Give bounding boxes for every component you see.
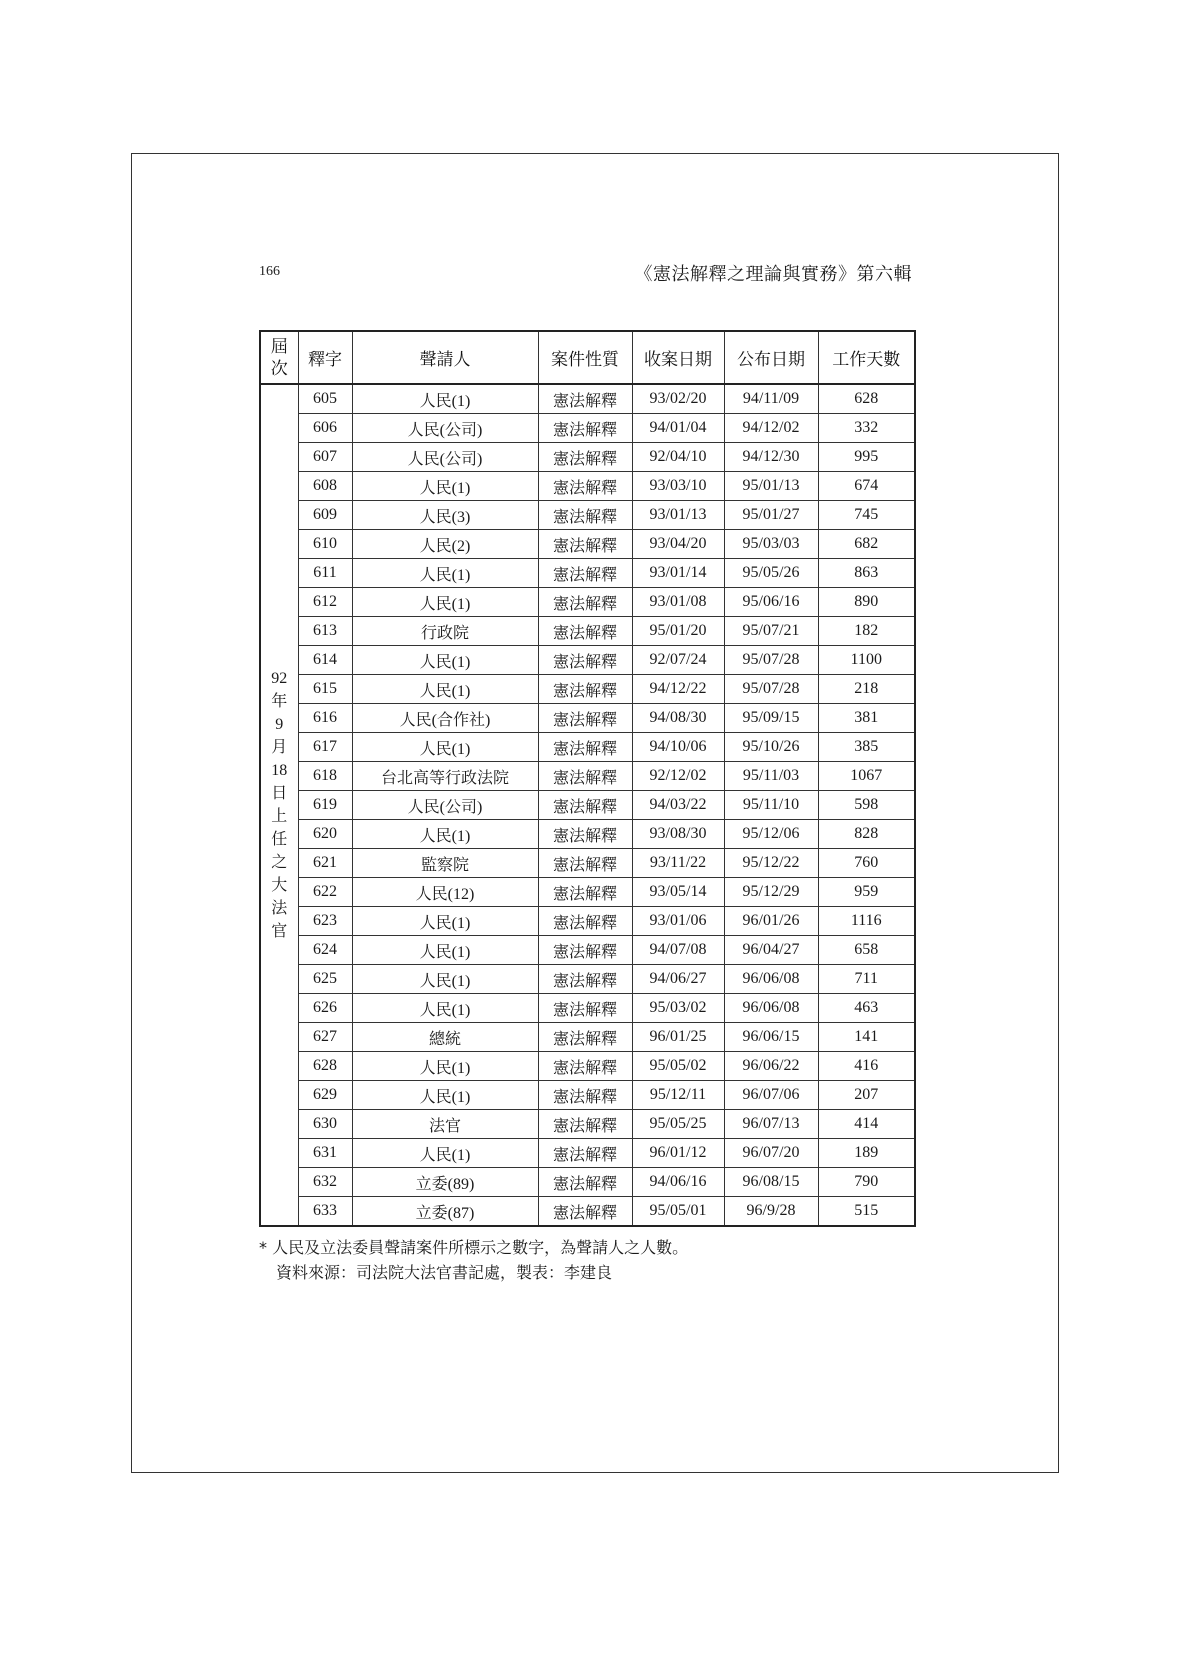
cell-working-days: 385 (818, 733, 915, 762)
cell-received-date: 95/01/20 (632, 617, 724, 646)
cell-received-date: 94/06/27 (632, 965, 724, 994)
cell-petitioner: 行政院 (352, 617, 538, 646)
cell-interpretation-no: 607 (298, 443, 352, 472)
footnote-source: 資料來源：司法院大法官書記處，製表：李建良 (276, 1263, 613, 1282)
cell-working-days: 828 (818, 820, 915, 849)
table-row (260, 762, 915, 791)
cell-interpretation-no: 624 (298, 936, 352, 965)
cell-received-date: 96/01/12 (632, 1139, 724, 1168)
cell-interpretation-no: 626 (298, 994, 352, 1023)
cell-announced-date: 95/07/21 (724, 617, 818, 646)
table-row (260, 675, 915, 704)
cell-announced-date: 94/11/09 (724, 384, 818, 414)
cell-petitioner: 人民(1) (352, 994, 538, 1023)
cell-petitioner: 人民(1) (352, 472, 538, 501)
cell-received-date: 94/12/22 (632, 675, 724, 704)
cell-interpretation-no: 609 (298, 501, 352, 530)
cell-case-nature: 憲法解釋 (538, 617, 632, 646)
cell-petitioner: 人民(1) (352, 733, 538, 762)
cell-petitioner: 人民(1) (352, 907, 538, 936)
cell-received-date: 93/01/14 (632, 559, 724, 588)
cell-petitioner: 人民(公司) (352, 791, 538, 820)
cell-received-date: 93/01/08 (632, 588, 724, 617)
cell-interpretation-no: 606 (298, 414, 352, 443)
cell-received-date: 95/05/25 (632, 1110, 724, 1139)
cell-interpretation-no: 631 (298, 1139, 352, 1168)
cell-received-date: 94/06/16 (632, 1168, 724, 1197)
cell-case-nature: 憲法解釋 (538, 1081, 632, 1110)
cell-working-days: 995 (818, 443, 915, 472)
table-row (260, 1023, 915, 1052)
cell-petitioner: 人民(1) (352, 965, 538, 994)
cell-received-date: 95/05/01 (632, 1197, 724, 1227)
cell-announced-date: 94/12/30 (724, 443, 818, 472)
cell-received-date: 92/12/02 (632, 762, 724, 791)
cell-announced-date: 96/06/22 (724, 1052, 818, 1081)
table-row (260, 1168, 915, 1197)
term-label: 92年9月18日上任之大法官 (271, 670, 288, 940)
cell-petitioner: 人民(1) (352, 646, 538, 675)
page-number: 166 (259, 264, 280, 279)
cell-petitioner: 人民(3) (352, 501, 538, 530)
cell-announced-date: 95/09/15 (724, 704, 818, 733)
cell-case-nature: 憲法解釋 (538, 1110, 632, 1139)
table-row (260, 820, 915, 849)
table-row (260, 530, 915, 559)
cell-received-date: 94/01/04 (632, 414, 724, 443)
cell-interpretation-no: 612 (298, 588, 352, 617)
cell-case-nature: 憲法解釋 (538, 907, 632, 936)
cell-received-date: 93/02/20 (632, 384, 724, 414)
header-petitioner: 聲請人 (352, 331, 538, 384)
cell-case-nature: 憲法解釋 (538, 1023, 632, 1052)
cell-interpretation-no: 630 (298, 1110, 352, 1139)
cell-case-nature: 憲法解釋 (538, 849, 632, 878)
cell-case-nature: 憲法解釋 (538, 733, 632, 762)
cell-announced-date: 96/07/06 (724, 1081, 818, 1110)
cell-petitioner: 人民(1) (352, 588, 538, 617)
cell-received-date: 93/01/13 (632, 501, 724, 530)
cell-petitioner: 監察院 (352, 849, 538, 878)
table-row (260, 1081, 915, 1110)
cell-case-nature: 憲法解釋 (538, 762, 632, 791)
table-row (260, 384, 915, 414)
table-row (260, 907, 915, 936)
cell-interpretation-no: 622 (298, 878, 352, 907)
cell-case-nature: 憲法解釋 (538, 530, 632, 559)
table-row (260, 472, 915, 501)
cell-working-days: 682 (818, 530, 915, 559)
header-case-nature: 案件性質 (538, 331, 632, 384)
table-row (260, 791, 915, 820)
cell-interpretation-no: 633 (298, 1197, 352, 1227)
table-row (260, 994, 915, 1023)
cell-interpretation-no: 613 (298, 617, 352, 646)
cell-announced-date: 94/12/02 (724, 414, 818, 443)
cell-case-nature: 憲法解釋 (538, 1052, 632, 1081)
cell-announced-date: 96/01/26 (724, 907, 818, 936)
cell-received-date: 93/05/14 (632, 878, 724, 907)
cell-working-days: 658 (818, 936, 915, 965)
cell-working-days: 463 (818, 994, 915, 1023)
cell-working-days: 674 (818, 472, 915, 501)
cell-received-date: 95/12/11 (632, 1081, 724, 1110)
cell-working-days: 890 (818, 588, 915, 617)
cell-case-nature: 憲法解釋 (538, 1168, 632, 1197)
cell-interpretation-no: 611 (298, 559, 352, 588)
table-row (260, 965, 915, 994)
cell-announced-date: 96/08/15 (724, 1168, 818, 1197)
cell-petitioner: 人民(1) (352, 675, 538, 704)
header-term: 屆次 (260, 331, 298, 384)
cell-announced-date: 95/06/16 (724, 588, 818, 617)
cell-announced-date: 96/07/13 (724, 1110, 818, 1139)
table-body (260, 384, 915, 1226)
cell-announced-date: 96/06/08 (724, 965, 818, 994)
cell-case-nature: 憲法解釋 (538, 559, 632, 588)
cell-case-nature: 憲法解釋 (538, 443, 632, 472)
table-row (260, 1197, 915, 1227)
cell-petitioner: 立委(89) (352, 1168, 538, 1197)
cell-working-days: 863 (818, 559, 915, 588)
cell-received-date: 94/07/08 (632, 936, 724, 965)
cell-working-days: 745 (818, 501, 915, 530)
cell-received-date: 94/03/22 (632, 791, 724, 820)
cell-interpretation-no: 625 (298, 965, 352, 994)
cell-interpretation-no: 629 (298, 1081, 352, 1110)
cell-working-days: 598 (818, 791, 915, 820)
cell-interpretation-no: 610 (298, 530, 352, 559)
cell-case-nature: 憲法解釋 (538, 1139, 632, 1168)
term-label-cell (260, 384, 298, 1226)
cell-case-nature: 憲法解釋 (538, 384, 632, 414)
cell-working-days: 414 (818, 1110, 915, 1139)
cell-interpretation-no: 621 (298, 849, 352, 878)
cell-interpretation-no: 608 (298, 472, 352, 501)
cell-working-days: 1116 (818, 907, 915, 936)
cell-working-days: 381 (818, 704, 915, 733)
cell-received-date: 92/04/10 (632, 443, 724, 472)
cell-petitioner: 人民(1) (352, 559, 538, 588)
cell-working-days: 332 (818, 414, 915, 443)
cell-interpretation-no: 628 (298, 1052, 352, 1081)
cell-received-date: 95/05/02 (632, 1052, 724, 1081)
cell-case-nature: 憲法解釋 (538, 588, 632, 617)
footnote (259, 1235, 688, 1285)
cell-received-date: 93/08/30 (632, 820, 724, 849)
cell-received-date: 93/03/10 (632, 472, 724, 501)
cell-announced-date: 95/03/03 (724, 530, 818, 559)
table-row (260, 849, 915, 878)
table-row (260, 1139, 915, 1168)
cell-petitioner: 人民(合作社) (352, 704, 538, 733)
cell-announced-date: 95/12/06 (724, 820, 818, 849)
cell-case-nature: 憲法解釋 (538, 414, 632, 443)
cell-interpretation-no: 632 (298, 1168, 352, 1197)
cell-interpretation-no: 617 (298, 733, 352, 762)
cell-interpretation-no: 615 (298, 675, 352, 704)
cell-case-nature: 憲法解釋 (538, 675, 632, 704)
cell-case-nature: 憲法解釋 (538, 472, 632, 501)
footnote-note: * 人民及立法委員聲請案件所標示之數字，為聲請人之人數。 (259, 1238, 689, 1257)
cell-case-nature: 憲法解釋 (538, 878, 632, 907)
cell-received-date: 93/04/20 (632, 530, 724, 559)
cell-announced-date: 95/01/27 (724, 501, 818, 530)
cell-interpretation-no: 616 (298, 704, 352, 733)
cell-petitioner: 立委(87) (352, 1197, 538, 1227)
header-announced-date: 公布日期 (724, 331, 818, 384)
cell-petitioner: 人民(1) (352, 384, 538, 414)
cell-working-days: 790 (818, 1168, 915, 1197)
cell-received-date: 93/11/22 (632, 849, 724, 878)
cell-announced-date: 96/06/15 (724, 1023, 818, 1052)
cell-announced-date: 96/07/20 (724, 1139, 818, 1168)
table-row (260, 443, 915, 472)
cell-petitioner: 台北高等行政法院 (352, 762, 538, 791)
running-head: 《憲法解釋之理論與實務》第六輯 (634, 264, 912, 285)
cell-working-days: 1067 (818, 762, 915, 791)
cell-announced-date: 96/9/28 (724, 1197, 818, 1227)
cell-interpretation-no: 620 (298, 820, 352, 849)
cell-received-date: 94/08/30 (632, 704, 724, 733)
cell-case-nature: 憲法解釋 (538, 994, 632, 1023)
cell-interpretation-no: 618 (298, 762, 352, 791)
cell-case-nature: 憲法解釋 (538, 791, 632, 820)
cell-petitioner: 法官 (352, 1110, 538, 1139)
cell-working-days: 207 (818, 1081, 915, 1110)
table-row (260, 414, 915, 443)
cell-petitioner: 人民(1) (352, 936, 538, 965)
cell-announced-date: 95/07/28 (724, 646, 818, 675)
cell-petitioner: 人民(12) (352, 878, 538, 907)
cell-case-nature: 憲法解釋 (538, 936, 632, 965)
cell-interpretation-no: 619 (298, 791, 352, 820)
cell-working-days: 189 (818, 1139, 915, 1168)
cell-received-date: 92/07/24 (632, 646, 724, 675)
cell-announced-date: 95/12/22 (724, 849, 818, 878)
cell-announced-date: 95/10/26 (724, 733, 818, 762)
cell-petitioner: 人民(1) (352, 1081, 538, 1110)
cell-working-days: 959 (818, 878, 915, 907)
cell-announced-date: 95/07/28 (724, 675, 818, 704)
cell-announced-date: 95/01/13 (724, 472, 818, 501)
cell-petitioner: 人民(1) (352, 1139, 538, 1168)
table-row (260, 1052, 915, 1081)
cell-petitioner: 人民(公司) (352, 414, 538, 443)
table-row (260, 878, 915, 907)
cell-interpretation-no: 614 (298, 646, 352, 675)
cell-working-days: 628 (818, 384, 915, 414)
cell-announced-date: 95/11/03 (724, 762, 818, 791)
header-interpretation-no: 釋字 (298, 331, 352, 384)
cell-case-nature: 憲法解釋 (538, 820, 632, 849)
header-working-days: 工作天數 (818, 331, 915, 384)
cell-working-days: 218 (818, 675, 915, 704)
table-row (260, 617, 915, 646)
table-row (260, 588, 915, 617)
table-row (260, 559, 915, 588)
cell-petitioner: 總統 (352, 1023, 538, 1052)
table-row (260, 733, 915, 762)
cell-working-days: 1100 (818, 646, 915, 675)
cell-interpretation-no: 627 (298, 1023, 352, 1052)
cell-interpretation-no: 605 (298, 384, 352, 414)
cell-petitioner: 人民(1) (352, 1052, 538, 1081)
cell-case-nature: 憲法解釋 (538, 646, 632, 675)
table-row (260, 704, 915, 733)
cell-announced-date: 96/04/27 (724, 936, 818, 965)
cell-received-date: 96/01/25 (632, 1023, 724, 1052)
cell-case-nature: 憲法解釋 (538, 965, 632, 994)
table-row (260, 1110, 915, 1139)
cell-announced-date: 95/12/29 (724, 878, 818, 907)
cell-received-date: 94/10/06 (632, 733, 724, 762)
cell-announced-date: 95/11/10 (724, 791, 818, 820)
cell-working-days: 711 (818, 965, 915, 994)
cell-petitioner: 人民(2) (352, 530, 538, 559)
table-header-row (260, 331, 915, 384)
table-row (260, 936, 915, 965)
cell-received-date: 95/03/02 (632, 994, 724, 1023)
cell-case-nature: 憲法解釋 (538, 501, 632, 530)
cell-interpretation-no: 623 (298, 907, 352, 936)
cell-working-days: 515 (818, 1197, 915, 1227)
cell-announced-date: 95/05/26 (724, 559, 818, 588)
cell-working-days: 141 (818, 1023, 915, 1052)
cell-received-date: 93/01/06 (632, 907, 724, 936)
cell-working-days: 182 (818, 617, 915, 646)
cell-announced-date: 96/06/08 (724, 994, 818, 1023)
cell-case-nature: 憲法解釋 (538, 704, 632, 733)
cell-working-days: 416 (818, 1052, 915, 1081)
rulings-table (259, 330, 916, 1227)
table-row (260, 646, 915, 675)
cell-petitioner: 人民(1) (352, 820, 538, 849)
cell-case-nature: 憲法解釋 (538, 1197, 632, 1227)
table-row (260, 501, 915, 530)
header-received-date: 收案日期 (632, 331, 724, 384)
cell-petitioner: 人民(公司) (352, 443, 538, 472)
cell-working-days: 760 (818, 849, 915, 878)
